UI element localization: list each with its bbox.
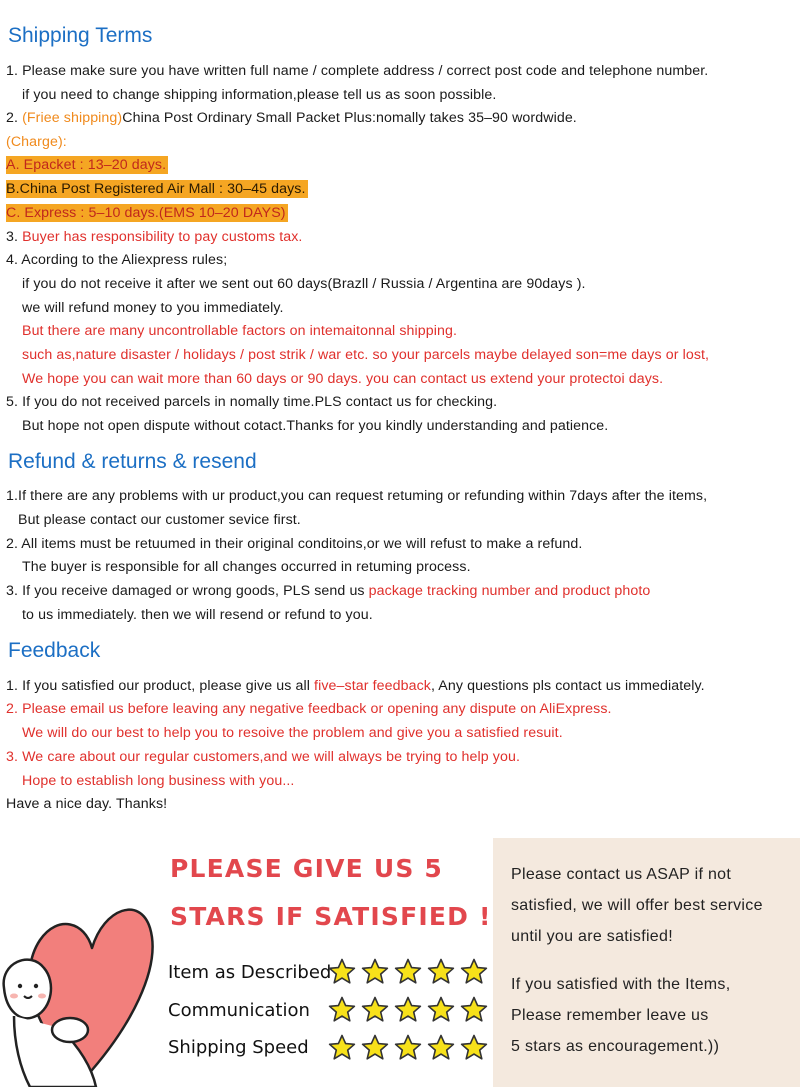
star-icon	[394, 1034, 422, 1062]
star-icon	[460, 958, 488, 986]
refund-line-1: 1.If there are any problems with ur product,you can request retuming or refunding within 7days after the items,	[6, 488, 708, 504]
contact-text-2: satisfied, we will offer best service	[511, 897, 763, 914]
refund-line-6: to us immediately. then we will resend or refund to you.	[22, 607, 373, 623]
rating-label-shipping-speed: Shipping Speed	[168, 1037, 309, 1058]
encourage-text-1: If you satisfied with the Items,	[511, 976, 731, 993]
refund-line-3: 2. All items must be retuumed in their original conditoins,or we will refust to make a refund.	[6, 536, 583, 552]
shipping-option-b: B.China Post Registered Air Mall : 30–45 days.	[6, 181, 306, 197]
contact-panel	[493, 838, 800, 1087]
star-icon	[328, 1034, 356, 1062]
feedback-line-1: 1. If you satisfied our product, please give us all five–star feedback, Any questions pls contact us immediately.	[6, 678, 705, 694]
feedback-line-3: We will do our best to help you to resoive the problem and give you a satisfied resuit.	[22, 725, 563, 741]
shipping-line-customs: 3. Buyer has responsibility to pay customs tax.	[6, 229, 303, 245]
tracking-photo-text: package tracking number and product photo	[368, 583, 651, 599]
star-icon	[394, 958, 422, 986]
rating-label-item-described: Item as Described	[168, 962, 332, 983]
star-icon	[427, 996, 455, 1024]
shipping-line-refund: we will refund money to you immediately.	[22, 300, 284, 316]
free-shipping-label: (Friee shipping)	[22, 110, 123, 126]
feedback-line-5: Hope to establish long business with you...	[22, 773, 295, 789]
star-icon	[394, 996, 422, 1024]
shipping-line-rules: 4. Acording to the Aliexpress rules;	[6, 252, 228, 268]
shipping-option-c: C. Express : 5–10 days.(EMS 10–20 DAYS)	[6, 205, 286, 221]
refund-heading: Refund & returns & resend	[8, 450, 257, 473]
refund-line-4: The buyer is responsible for all changes occurred in retuming process.	[22, 559, 471, 575]
shipping-option-a: A. Epacket : 13–20 days.	[6, 157, 167, 173]
feedback-line-2: 2. Please email us before leaving any negative feedback or opening any dispute on AliExpress.	[6, 701, 612, 717]
contact-text-3: until you are satisfied!	[511, 928, 673, 945]
encourage-text-2: Please remember leave us	[511, 1007, 709, 1024]
shipping-line-wait: We hope you can wait more than 60 days or 90 days. you can contact us extend your protectoi days.	[22, 371, 664, 387]
shipping-line-factors: But there are many uncontrollable factors on intemaitonnal shipping.	[22, 323, 458, 339]
star-icon	[361, 996, 389, 1024]
refund-line-5: 3. If you receive damaged or wrong goods, PLS send us package tracking number and product photo	[6, 583, 651, 599]
banner-title-line-1: PLEASE GIVE US 5	[170, 854, 444, 883]
star-icon	[361, 958, 389, 986]
star-icon	[361, 1034, 389, 1062]
refund-line-2: But please contact our customer sevice first.	[18, 512, 301, 528]
shipping-line-5: 5. If you do not received parcels in nomally time.PLS contact us for checking.	[6, 394, 498, 410]
shipping-line-2: if you need to change shipping information,please tell us as soon possible.	[22, 87, 497, 103]
shipping-line-3: 2. (Friee shipping)China Post Ordinary Small Packet Plus:nomally takes 35–90 wordwide.	[6, 110, 577, 126]
shipping-line-disaster: such as,nature disaster / holidays / post strik / war etc. so your parcels maybe delayed son=me days or lost,	[22, 347, 710, 363]
banner-title-line-2: STARS IF SATISFIED !	[170, 902, 492, 931]
heart-mascot-icon	[0, 878, 170, 1087]
shipping-terms-heading: Shipping Terms	[8, 24, 153, 47]
star-icon	[460, 1034, 488, 1062]
star-icon	[328, 996, 356, 1024]
rating-label-communication: Communication	[168, 1000, 310, 1021]
shipping-line-1: 1. Please make sure you have written full name / complete address / correct post code and telephone number.	[6, 63, 709, 79]
star-icon	[427, 958, 455, 986]
charge-label: (Charge):	[6, 134, 67, 150]
shipping-line-dispute: But hope not open dispute without cotact.Thanks for you kindly understanding and patience.	[22, 418, 609, 434]
star-icon	[460, 996, 488, 1024]
feedback-heading: Feedback	[8, 639, 101, 662]
star-icon	[328, 958, 356, 986]
encourage-text-3: 5 stars as encouragement.))	[511, 1038, 720, 1055]
shipping-line-60days: if you do not receive it after we sent out 60 days(Brazll / Russia / Argentina are 90days ).	[22, 276, 586, 292]
feedback-line-4: 3. We care about our regular customers,and we will always be trying to help you.	[6, 749, 521, 765]
feedback-line-6: Have a nice day. Thanks!	[6, 796, 168, 812]
star-icon	[427, 1034, 455, 1062]
five-star-banner	[0, 838, 800, 1087]
contact-text-1: Please contact us ASAP if not	[511, 866, 732, 883]
